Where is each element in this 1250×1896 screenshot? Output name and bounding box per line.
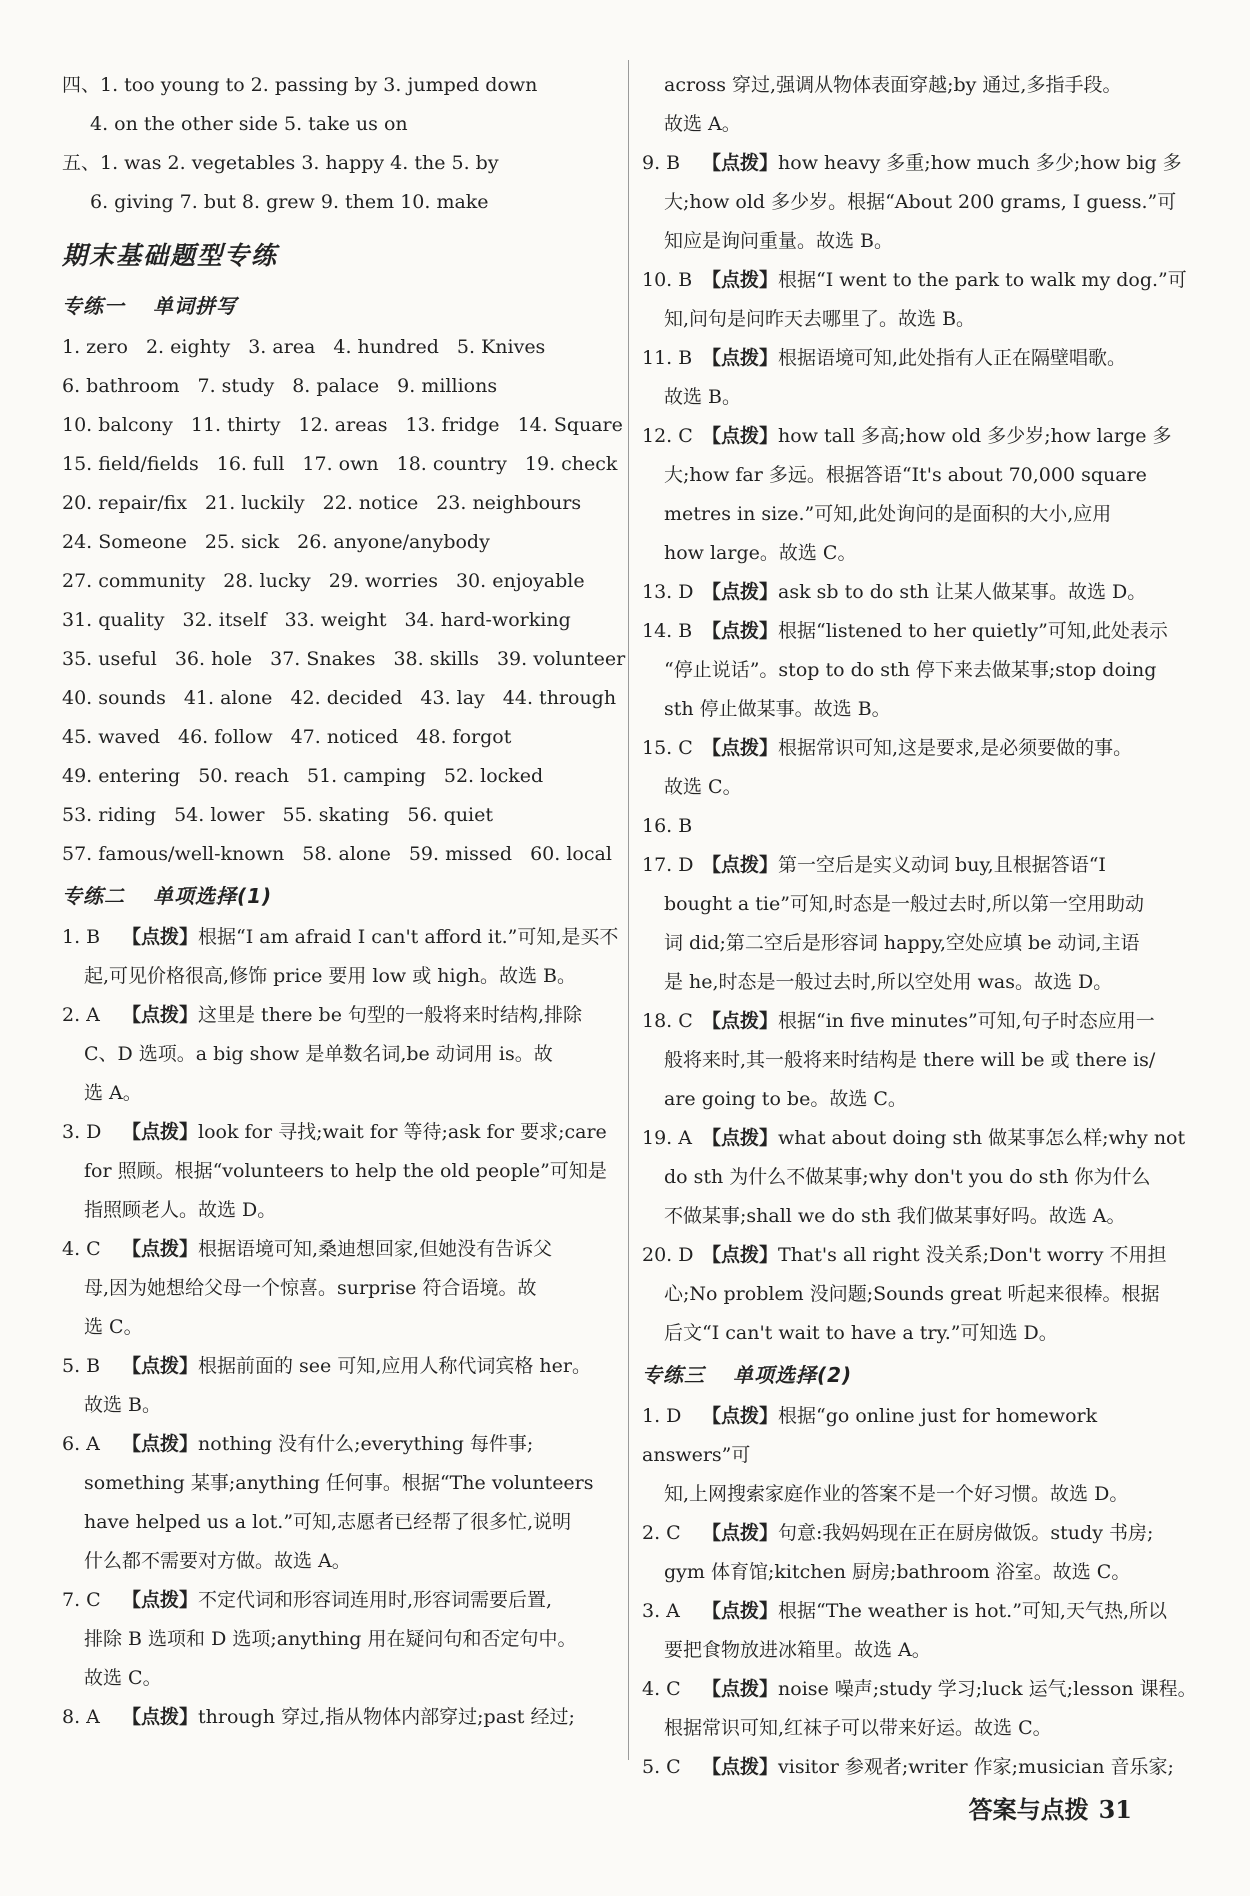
word-answer: 47. noticed [290,726,399,748]
word-row [62,406,622,445]
answer-number: 17. D [642,854,694,876]
hint-tag: 【点拨】 [702,269,779,291]
word-answer: 46. follow [178,726,273,748]
answer-number: 14. B [642,620,693,642]
answer-text: 根据常识可知,这是要求,是必须要做的事。 [778,737,1133,759]
answer-line [62,1503,622,1542]
word-row [62,367,622,406]
answer-text: for 照顾。根据“volunteers to help the old people”可知是 [84,1160,607,1182]
answer-line [642,1314,1202,1353]
answer-number: 9. B [642,152,681,174]
answer-text: 不定代词和形容词连用时,形容词需要后置, [198,1589,553,1611]
word-answer: 9. millions [397,375,498,397]
part4-line1: 四、1. too young to 2. passing by 3. jumped down [62,74,538,96]
answer-text: 知应是询问重量。故选 B。 [664,230,894,252]
word-answer: 7. study [197,375,275,397]
word-answer: 22. notice [322,492,419,514]
hint-tag: 【点拨】 [122,1004,199,1026]
answer-line [62,957,622,996]
answer-line [642,300,1202,339]
word-answer: 27. community [62,570,206,592]
answer-text: look for 寻找;wait for 等待;ask for 要求;care [198,1121,607,1143]
answer-line [642,612,1202,651]
word-answer: 37. Snakes [270,648,376,670]
answer-number: 19. A [642,1127,692,1149]
answer-line [642,261,1202,300]
drill1-title: 专练一 [62,294,125,318]
answer-line [642,1080,1202,1119]
word-answer: 24. Someone [62,531,187,553]
answer-line [642,456,1202,495]
answer-line [62,1113,622,1152]
answer-number: 8. A [62,1706,100,1728]
word-answer: 34. hard-working [404,609,571,631]
answer-text: how large。故选 C。 [664,542,857,564]
hint-tag: 【点拨】 [122,1121,199,1143]
word-answer: 10. balcony [62,414,173,436]
answer-text: how tall 多高;how old 多少岁;how large 多 [778,425,1172,447]
answer-line [642,768,1202,807]
answer-number: 5. B [62,1355,101,1377]
answer-text: noise 噪声;study 学习;luck 运气;lesson 课程。 [778,1678,1197,1700]
answer-text: 排除 B 选项和 D 选项;anything 用在疑问句和否定句中。 [84,1628,577,1650]
answer-line [642,1002,1202,1041]
hint-tag: 【点拨】 [702,347,779,369]
page-number: 31 [1098,1795,1132,1824]
word-answer: 50. reach [198,765,289,787]
word-row [62,445,622,484]
answer-line [642,1397,1202,1475]
hint-tag: 【点拨】 [702,1010,779,1032]
word-answer: 18. country [396,453,507,475]
answer-line [62,1425,622,1464]
drill2-answers [62,918,622,1737]
word-answer: 45. waved [62,726,160,748]
answer-text: 根据“listened to her quietly”可知,此处表示 [778,620,1168,642]
word-answer: 54. lower [174,804,265,826]
answer-line [62,1035,622,1074]
answer-text: 根据语境可知,桑迪想回家,但她没有告诉父 [198,1238,553,1260]
answer-text: “停止说话”。stop to do sth 停下来去做某事;stop doing [664,659,1157,681]
answer-line [62,1659,622,1698]
answer-text: 什么都不需要对方做。故选 A。 [84,1550,351,1572]
word-answer: 59. missed [408,843,513,865]
answer-text: 句意:我妈妈现在正在厨房做饭。study 书房; [778,1522,1154,1544]
answer-line [642,924,1202,963]
answer-text: across 穿过,强调从物体表面穿越;by 通过,多指手段。 [664,74,1122,96]
word-answer: 16. full [216,453,285,475]
drill2-heading [62,874,622,918]
drill3-heading [642,1353,1202,1397]
word-spelling-answers [62,328,626,874]
word-row [62,523,622,562]
word-answer: 25. sick [204,531,280,553]
drill3-answers [642,1397,1202,1787]
answer-text: C、D 选项。a big show 是单数名词,be 动词用 is。故 [84,1043,553,1065]
word-answer: 49. entering [62,765,181,787]
word-row [62,757,622,796]
word-row [62,328,622,367]
answer-line [642,885,1202,924]
answer-text: 故选 A。 [664,113,741,135]
column-divider [628,60,629,1760]
drill2-answers-continued [642,66,1202,1353]
answer-text: what about doing sth 做某事怎么样;why not [778,1127,1186,1149]
word-answer: 4. hundred [333,336,439,358]
answer-number: 1. D [642,1405,682,1427]
hint-tag: 【点拨】 [702,1127,779,1149]
answer-number: 3. A [642,1600,680,1622]
answer-number: 5. C [642,1756,681,1778]
answer-text: 故选 C。 [664,776,742,798]
word-row [62,796,622,835]
answer-text: 根据“in five minutes”可知,句子时态应用一 [778,1010,1155,1032]
word-answer: 12. areas [298,414,388,436]
drill2-subtitle: 单项选择(1) [153,884,273,908]
word-answer: 30. enjoyable [455,570,585,592]
answer-text: sth 停止做某事。故选 B。 [664,698,891,720]
answer-text: 母,因为她想给父母一个惊喜。surprise 符合语境。故 [84,1277,537,1299]
hint-tag: 【点拨】 [702,737,779,759]
drill3-subtitle: 单项选择(2) [733,1363,853,1387]
word-answer: 17. own [302,453,379,475]
answer-line [642,495,1202,534]
answer-line [642,1158,1202,1197]
answer-text: visitor 参观者;writer 作家;musician 音乐家; [778,1756,1174,1778]
drill1-subtitle: 单词拼写 [153,294,237,318]
answer-line [642,1748,1202,1787]
word-answer: 42. decided [290,687,403,709]
word-answer: 60. local [530,843,612,865]
word-answer: 28. lucky [223,570,311,592]
answer-line [642,378,1202,417]
section-title: 期末基础题型专练 [62,241,279,270]
answer-line [642,222,1202,261]
word-answer: 21. luckily [205,492,305,514]
answer-text: 第一空后是实义动词 buy,且根据答语“I [778,854,1106,876]
answer-text: ask sb to do sth 让某人做某事。故选 D。 [778,581,1147,603]
hint-tag: 【点拨】 [122,1433,199,1455]
word-answer: 23. neighbours [436,492,582,514]
word-answer: 15. field/fields [62,453,199,475]
answer-line [62,1386,622,1425]
answer-line [642,963,1202,1002]
answer-text: 根据常识可知,红袜子可以带来好运。故选 C。 [664,1717,1052,1739]
word-answer: 5. Knives [456,336,546,358]
answer-text: 指照顾老人。故选 D。 [84,1199,277,1221]
word-answer: 55. skating [282,804,390,826]
answer-text: 根据“The weather is hot.”可知,天气热,所以 [778,1600,1168,1622]
word-answer: 44. through [502,687,617,709]
answer-line [642,534,1202,573]
answer-number: 18. C [642,1010,693,1032]
hint-tag: 【点拨】 [122,1589,199,1611]
answer-line [642,1631,1202,1670]
hint-tag: 【点拨】 [122,1355,199,1377]
answer-line [62,996,622,1035]
word-row [62,601,622,640]
word-answer: 52. locked [443,765,544,787]
word-answer: 36. hole [174,648,253,670]
answer-line [642,1119,1202,1158]
answer-number: 16. B [642,815,693,837]
word-answer: 2. eighty [145,336,231,358]
answer-number: 13. D [642,581,694,603]
answer-number: 3. D [62,1121,102,1143]
part4-line2: 4. on the other side 5. take us on [90,113,408,135]
word-answer: 35. useful [62,648,157,670]
answer-number: 7. C [62,1589,101,1611]
answer-line [642,105,1202,144]
answer-line [642,1592,1202,1631]
answer-text: metres in size.”可知,此处询问的是面积的大小,应用 [664,503,1112,525]
word-answer: 58. alone [302,843,391,865]
answer-line [642,1236,1202,1275]
hint-tag: 【点拨】 [122,1706,199,1728]
answer-number: 11. B [642,347,693,369]
answer-text: 是 he,时态是一般过去时,所以空处用 was。故选 D。 [664,971,1113,993]
hint-tag: 【点拨】 [702,1678,779,1700]
answer-text: 词 did;第二空后是形容词 happy,空处应填 be 动词,主语 [664,932,1140,954]
answer-text: 知,问句是问昨天去哪里了。故选 B。 [664,308,976,330]
hint-tag: 【点拨】 [702,854,779,876]
answer-text: 般将来时,其一般将来时结构是 there will be 或 there is/ [664,1049,1156,1071]
answer-line [642,144,1202,183]
word-answer: 31. quality [62,609,165,631]
word-answer: 56. quiet [407,804,494,826]
hint-tag: 【点拨】 [702,1405,779,1427]
answer-text: 根据前面的 see 可知,应用人称代词宾格 her。 [198,1355,591,1377]
word-answer: 41. alone [183,687,273,709]
answer-line [642,1709,1202,1748]
answer-number: 6. A [62,1433,100,1455]
word-row [62,640,626,679]
word-answer: 3. area [248,336,316,358]
answer-text: something 某事;anything 任何事。根据“The volunteers [84,1472,594,1494]
word-answer: 1. zero [62,336,128,358]
answer-line [642,1275,1202,1314]
answer-text: That's all right 没关系;Don't worry 不用担 [778,1244,1167,1266]
answer-text: do sth 为什么不做某事;why don't you do sth 你为什么 [664,1166,1151,1188]
left-column [62,66,626,1737]
hint-tag: 【点拨】 [702,1600,779,1622]
answer-text: 根据语境可知,此处指有人正在隔壁唱歌。 [778,347,1127,369]
answer-number: 12. C [642,425,693,447]
answer-line [642,417,1202,456]
answer-line [62,1698,622,1737]
answer-line [642,1041,1202,1080]
word-answer: 33. weight [284,609,387,631]
word-answer: 43. lay [420,687,485,709]
answer-text: 不做某事;shall we do sth 我们做某事好吗。故选 A。 [664,1205,1126,1227]
word-answer: 8. palace [292,375,380,397]
answer-text: bought a tie”可知,时态是一般过去时,所以第一空用助动 [664,893,1145,915]
word-row [62,835,622,874]
word-row [62,484,622,523]
answer-text: are going to be。故选 C。 [664,1088,907,1110]
hint-tag: 【点拨】 [702,425,779,447]
answer-text: 故选 B。 [664,386,742,408]
hint-tag: 【点拨】 [122,1238,199,1260]
answer-text: through 穿过,指从物体内部穿过;past 经过; [198,1706,575,1728]
word-answer: 51. camping [306,765,426,787]
answer-text: 故选 B。 [84,1394,162,1416]
answer-text: 根据“I went to the park to walk my dog.”可 [778,269,1187,291]
word-answer: 13. fridge [405,414,500,436]
answer-line [642,339,1202,378]
part5-line2: 6. giving 7. but 8. grew 9. them 10. make [90,191,489,213]
answer-number: 20. D [642,1244,694,1266]
hint-tag: 【点拨】 [702,581,779,603]
answer-line [62,1542,622,1581]
answer-line [62,1347,622,1386]
answer-line [642,1514,1202,1553]
answer-line [642,1553,1202,1592]
answer-number: 4. C [642,1678,681,1700]
part5-line1: 五、1. was 2. vegetables 3. happy 4. the 5. by [62,152,499,174]
answer-text: 心;No problem 没问题;Sounds great 听起来很棒。根据 [664,1283,1160,1305]
footer-label: 答案与点拨 [968,1796,1089,1824]
word-answer: 40. sounds [62,687,166,709]
hint-tag: 【点拨】 [702,620,779,642]
hint-tag: 【点拨】 [702,152,779,174]
hint-tag: 【点拨】 [702,1522,779,1544]
word-row [62,718,622,757]
answer-line [642,729,1202,768]
answer-text: gym 体育馆;kitchen 厨房;bathroom 浴室。故选 C。 [664,1561,1131,1583]
answer-text: 这里是 there be 句型的一般将来时结构,排除 [198,1004,583,1026]
answer-line [62,1191,622,1230]
drill1-heading [62,284,622,328]
answer-number: 4. C [62,1238,101,1260]
word-answer: 38. skills [393,648,479,670]
answer-text: 要把食物放进冰箱里。故选 A。 [664,1639,931,1661]
word-answer: 20. repair/fix [62,492,188,514]
answer-text: have helped us a lot.”可知,志愿者已经帮了很多忙,说明 [84,1511,572,1533]
word-answer: 32. itself [182,609,267,631]
answer-line [642,846,1202,885]
answer-line [62,1581,622,1620]
hint-tag: 【点拨】 [702,1756,779,1778]
answer-text: 知,上网搜索家庭作业的答案不是一个好习惯。故选 D。 [664,1483,1129,1505]
answer-line [62,1074,622,1113]
answer-text: 故选 C。 [84,1667,162,1689]
page-footer [969,1790,1132,1825]
word-row [62,562,622,601]
answer-text: 根据“go online just for homework answers”可 [642,1405,1098,1466]
hint-tag: 【点拨】 [702,1244,779,1266]
answer-line [642,1475,1202,1514]
word-answer: 53. riding [62,804,157,826]
answer-text: 起,可见价格很高,修饰 price 要用 low 或 high。故选 B。 [84,965,576,987]
answer-line [62,1152,622,1191]
answer-number: 1. B [62,926,101,948]
answer-text: 选 C。 [84,1316,143,1338]
answer-line [642,1197,1202,1236]
answer-text: 大;how old 多少岁。根据“About 200 grams, I guess.”可 [664,191,1177,213]
answer-text: 大;how far 多远。根据答语“It's about 70,000 square [664,464,1147,486]
answer-line [62,1230,622,1269]
answer-number: 2. A [62,1004,100,1026]
word-answer: 14. Square [517,414,623,436]
answer-number: 10. B [642,269,693,291]
drill3-title: 专练三 [642,1363,705,1387]
answer-number: 15. C [642,737,693,759]
answer-text: nothing 没有什么;everything 每件事; [198,1433,534,1455]
answer-line [642,690,1202,729]
answer-text: 根据“I am afraid I can't afford it.”可知,是买不 [198,926,619,948]
word-answer: 26. anyone/anybody [297,531,490,553]
word-row [62,679,622,718]
answer-number: 2. C [642,1522,681,1544]
answer-line [642,807,1202,846]
answer-line [642,573,1202,612]
answer-line [62,1269,622,1308]
word-answer: 6. bathroom [62,375,180,397]
word-answer: 57. famous/well-known [62,843,285,865]
answer-text: 后文“I can't wait to have a try.”可知选 D。 [664,1322,1058,1344]
answer-line [62,1308,622,1347]
answer-line [642,1670,1202,1709]
word-answer: 11. thirty [190,414,281,436]
answer-text: how heavy 多重;how much 多少;how big 多 [778,152,1182,174]
answer-line [642,183,1202,222]
right-column [642,66,1202,1787]
answer-line [642,66,1202,105]
word-answer: 19. check [524,453,618,475]
word-answer: 29. worries [328,570,438,592]
word-answer: 39. volunteer [496,648,626,670]
answer-line [62,1464,622,1503]
drill2-title: 专练二 [62,884,125,908]
answer-line [642,651,1202,690]
word-answer: 48. forgot [416,726,512,748]
answer-line [62,1620,622,1659]
answer-line [62,918,622,957]
answer-text: 选 A。 [84,1082,142,1104]
hint-tag: 【点拨】 [122,926,199,948]
